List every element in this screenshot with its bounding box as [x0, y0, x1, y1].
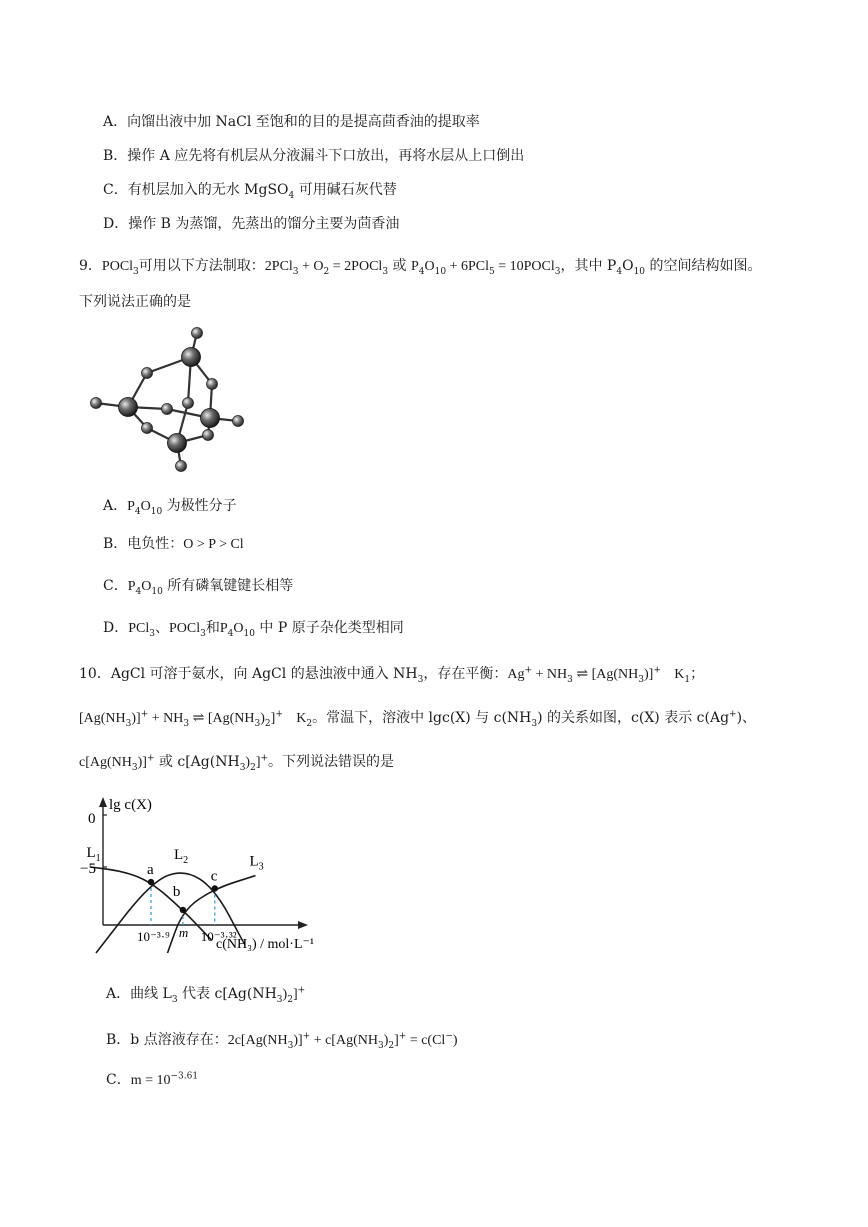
q8-option-d: D．操作 B 为蒸馏，先蒸出的馏分主要为茴香油 — [103, 216, 400, 232]
molecule-bonds — [96, 333, 238, 466]
q10-stem-line1: 10．AgCl 可溶于氨水，向 AgCl 的悬浊液中通入 $NH_3$，存在平衡：$Ag^+ + NH_3$ ⇌ $[Ag(NH_3)]^+$ $K_1$； — [79, 665, 705, 685]
oxygen-atom — [142, 423, 153, 434]
oxygen-atom — [162, 404, 173, 415]
oxygen-atom — [207, 379, 218, 390]
oxygen-atom — [192, 328, 203, 339]
point-a — [148, 879, 154, 885]
y-tick-label-neg5: −5 — [80, 861, 96, 877]
x-tick-label-2: 10⁻³·³² — [200, 929, 237, 944]
y-axis-arrow — [99, 797, 107, 807]
point-c — [212, 885, 218, 891]
point-label-c: c — [210, 868, 218, 885]
q10-option-a: A．曲线 $L_3$ 代表 $c[Ag(NH_3)_2]^+$ — [106, 985, 306, 1005]
x-tick-label-1: 10⁻³·⁹ — [137, 929, 170, 944]
q10-option-c: C．$m = 10^{-3.61}$ — [106, 1071, 199, 1088]
y-axis-label: lg c(X) — [109, 797, 152, 813]
q10-option-b: B．b 点溶液存在：$2c[Ag(NH_3)]^+ + c[Ag(NH_3)_2]^+ = c(Cl^-)$ — [106, 1031, 458, 1051]
x-axis-arrow — [298, 921, 308, 929]
phosphorus-atom — [168, 434, 187, 453]
oxygen-atom — [91, 398, 102, 409]
q9-stem: 9．POCl$_3$可用以下方法制取：$2PCl_3 + O_2$ = 2POCl$_3$ 或 $P_4O_{10} + 6PCl_5$ = 10POCl$_3$，其中 $P_4O_{10}$ 的空间结构如图。 — [79, 258, 762, 277]
q9-stem-line2: 下列说法正确的是 — [79, 294, 191, 310]
x-axis-label: c(NH₃) / mol·L⁻¹ — [216, 937, 315, 952]
x-tick-label-m: m — [178, 925, 189, 940]
q10-stem-line3: $c[Ag(NH_3)]^+$ 或 $c[Ag(NH_3)_2]^+$。下列说法错误的是 — [79, 753, 395, 773]
q8-option-c: C．有机层加入的无水 MgSO$_4$ 可用碱石灰代替 — [103, 182, 397, 201]
point-label-a: a — [147, 862, 154, 879]
lgc-vs-cnh3-chart — [75, 795, 355, 960]
q8-option-a: A．向馏出液中加 NaCl 至饱和的目的是提高茴香油的提取率 — [103, 114, 480, 130]
oxygen-atom — [176, 461, 187, 472]
oxygen-atom — [142, 368, 153, 379]
q10-stem-line2: $[Ag(NH_3)]^+ + NH_3$ ⇌ $[Ag(NH_3)_2]^+$ $K_2$。常温下，溶液中 lgc(X) 与 $c(NH_3)$ 的关系如图，c(X) 表示 c(Ag+)、 — [79, 709, 757, 729]
y-tick-label-0: 0 — [88, 811, 96, 827]
point-b — [180, 907, 186, 913]
series-label-L2: $L_2$ — [174, 847, 189, 867]
q9-option-d: D．PCl$_3$、POCl$_3$和$P_4O_{10}$ 中 P 原子杂化类型相同 — [103, 620, 404, 639]
point-label-b: b — [172, 884, 181, 900]
oxygen-atom — [183, 398, 194, 409]
oxygen-atom — [203, 430, 214, 441]
q8-option-b: B．操作 A 应先将有机层从分液漏斗下口放出，再将水层从上口倒出 — [103, 148, 525, 164]
series-label-L1: $L_1$ — [86, 845, 101, 864]
q9-option-a: A．$P_4O_{10}$ 为极性分子 — [103, 498, 237, 517]
phosphorus-atom — [201, 409, 220, 428]
q9-option-c: C．$P_4O_{10}$ 所有磷氧键键长相等 — [103, 578, 294, 597]
phosphorus-atom — [119, 398, 138, 417]
phosphorus-atom — [182, 348, 201, 367]
q9-option-b: B．电负性：O > P > Cl — [103, 536, 244, 552]
molecule-atoms — [91, 328, 244, 472]
oxygen-atom — [233, 416, 244, 427]
series-label-L3: $L_3$ — [249, 853, 264, 873]
p4o10-molecule-figure — [85, 320, 250, 475]
